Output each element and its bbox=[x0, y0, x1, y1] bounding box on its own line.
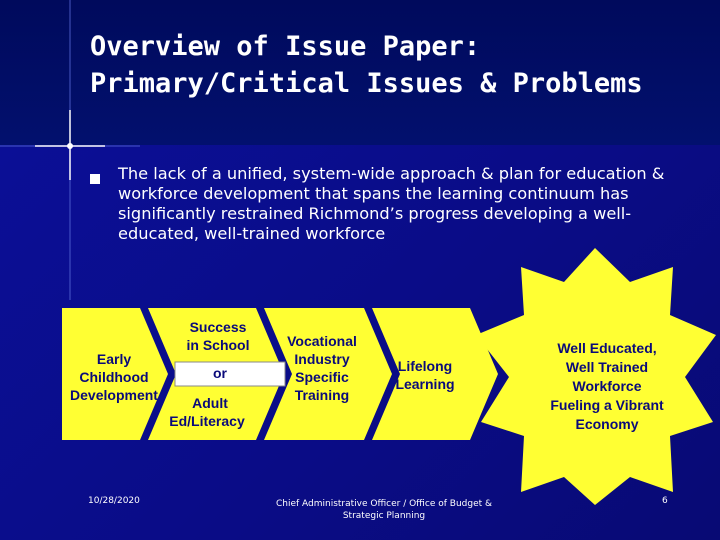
outcome-starburst bbox=[476, 248, 716, 505]
outcome-line3: Workforce bbox=[572, 378, 642, 394]
stage2-top-line1: Success bbox=[189, 319, 247, 335]
outcome-line5: Economy bbox=[575, 416, 639, 432]
stage3-line2: Industry bbox=[294, 351, 350, 367]
stage3-line1: Vocational bbox=[287, 333, 357, 349]
stage2-or: or bbox=[213, 365, 227, 381]
stage2-bottom-line2: Ed/Literacy bbox=[169, 413, 245, 429]
outcome-line1: Well Educated, bbox=[557, 340, 657, 356]
stage3-line4: Training bbox=[294, 387, 350, 403]
footer-date: 10/28/2020 bbox=[88, 496, 140, 506]
stage1-line1: Early bbox=[96, 351, 132, 367]
title-line-1: Overview of Issue Paper: bbox=[90, 31, 481, 62]
outcome-line4: Fueling a Vibrant bbox=[550, 397, 664, 413]
stage2-top-line2: in School bbox=[186, 337, 250, 353]
stage1-line2: Childhood bbox=[79, 369, 149, 385]
stage4-line2: Learning bbox=[395, 376, 455, 392]
stage3-line3: Specific bbox=[295, 369, 349, 385]
bullet-text: The lack of a unified, system-wide approach & plan for education & workforce development that spans the learning continuum has significantly restrained Richmond’s progress developing a well-educated, well-trained workforce bbox=[118, 164, 665, 243]
outcome-line2: Well Trained bbox=[565, 359, 649, 375]
stage1-line3: Development bbox=[70, 387, 158, 403]
title-line-2: Primary/Critical Issues & Problems bbox=[90, 68, 643, 99]
or-box bbox=[175, 362, 285, 386]
page-number: 6 bbox=[662, 496, 668, 506]
stage4-line1: Lifelong bbox=[397, 358, 453, 374]
footer-office: Chief Administrative Officer / Office of Budget & Strategic Planning bbox=[275, 499, 493, 521]
stage2-bottom-line1: Adult bbox=[192, 395, 228, 411]
